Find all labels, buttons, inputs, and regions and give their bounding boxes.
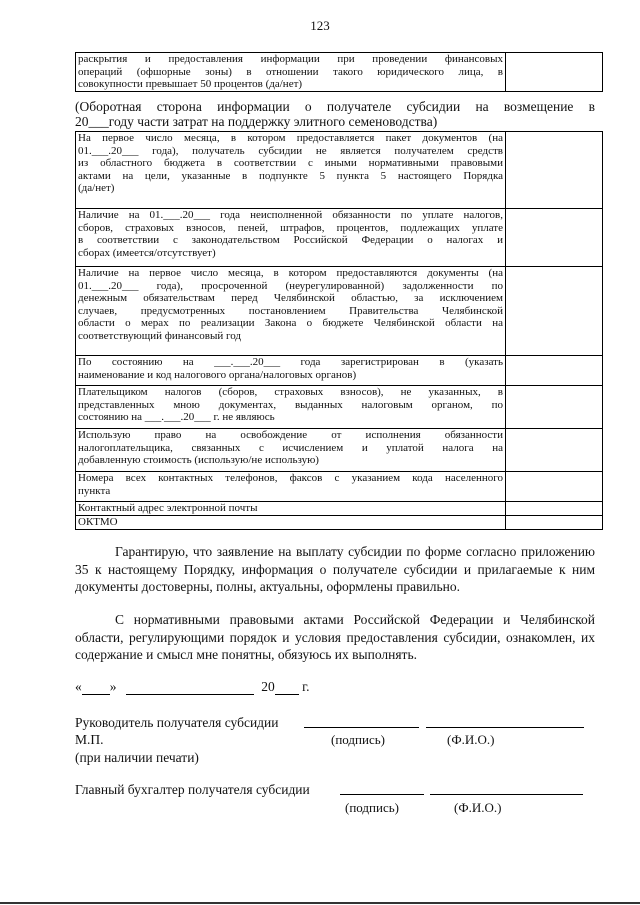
accountant-signature-blank[interactable] xyxy=(340,780,424,795)
value-cell[interactable] xyxy=(506,516,603,530)
day-blank[interactable] xyxy=(82,680,110,695)
head-signature-label: Руководитель получателя субсидии xyxy=(75,715,279,730)
table-row: По состоянию на ___.___.20___ года зарегистрирован в (указать наименование и код налогового органа/налоговых органов) xyxy=(76,356,603,386)
head-signature-caption: (подпись) xyxy=(331,732,385,747)
value-cell[interactable] xyxy=(506,209,603,267)
table-row: На первое число месяца, в котором предоставляется пакет документов (на 01.___.20___ года), получатель субсидии не является получателем средств из областного бюджета в соответствии с иными нормативными правовыми актами на цели, указанные в подпункте 5 пункта 5 настоящего Порядка (да/нет) xyxy=(76,132,603,209)
value-cell[interactable] xyxy=(506,53,603,92)
guarantee-paragraph: Гарантирую, что заявление на выплату субсидии по форме согласно приложению 35 к настоящему Порядку, информация о получателе субсидии и прилагаемые к ним документы достоверны, полны, актуальны, оформлены правильно. xyxy=(75,544,595,594)
value-cell[interactable] xyxy=(506,429,603,472)
value-cell[interactable] xyxy=(506,132,603,209)
head-fio-blank[interactable] xyxy=(426,713,584,728)
accountant-signature-label: Главный бухгалтер получателя субсидии xyxy=(75,782,310,797)
acknowledgement-paragraph: С нормативными правовыми актами Российской Федерации и Челябинской области, регулирующими порядок и условия предоставления субсидии, ознакомлен, их содержание и смысл мне понятны, обязуюсь их выполнять. xyxy=(75,612,595,662)
value-cell[interactable] xyxy=(506,472,603,502)
table-row: Плательщиком налогов (сборов, страховых взносов), не указанных, в представленных мною документах, выданных налоговым органом, по состоянию на ___.___.20___ г. не являюсь xyxy=(76,386,603,429)
top-table xyxy=(75,52,603,92)
table-row: Наличие на 01.___.20___ года неисполненной обязанности по уплате налогов, сборов, страховых взносов, пеней, штрафов, процентов, подлежащих уплате в соответствии с законодательством Российской Федерации о налогах и сборах (имеется/отсутствует) xyxy=(76,209,603,267)
table-row xyxy=(76,53,603,92)
table-row: Номера всех контактных телефонов, факсов с указанием кода населенного пункта xyxy=(76,472,603,502)
head-signature-blank[interactable] xyxy=(304,713,419,728)
page-number: 123 xyxy=(310,18,330,33)
year-blank[interactable] xyxy=(275,680,299,695)
section-heading: (Оборотная сторона информации о получателе субсидии на возмещение в 20___году части затрат на поддержку элитного семеноводства) xyxy=(75,99,595,129)
accountant-fio-blank[interactable] xyxy=(430,780,583,795)
value-cell[interactable] xyxy=(506,356,603,386)
table-row: Наличие на первое число месяца, в котором предоставляются документы (на 01.___.20___ года), просроченной (неурегулированной) задолженности по денежным обязательствам перед Челябинской областью, за исключением случаев, предусмотренных постановлением Правительства Челябинской области о мерах по реализации Закона о бюджете Челябинской области на соответствующий финансовый год xyxy=(76,267,603,356)
stamp-label: М.П. xyxy=(75,732,104,747)
accountant-signature-caption: (подпись) xyxy=(345,800,399,815)
date-line: « » 20 г. xyxy=(75,679,310,694)
info-table xyxy=(75,131,603,530)
month-blank[interactable] xyxy=(126,680,254,695)
table-row: ОКТМО xyxy=(76,516,603,530)
stamp-note: (при наличии печати) xyxy=(75,750,199,765)
accountant-fio-caption: (Ф.И.О.) xyxy=(454,800,502,815)
table-row: Использую право на освобождение от исполнения обязанности налогоплательщика, связанных с исчислением и уплатой налога на добавленную стоимость (использую/не использую) xyxy=(76,429,603,472)
table-row: Контактный адрес электронной почты xyxy=(76,502,603,516)
value-cell[interactable] xyxy=(506,502,603,516)
head-fio-caption: (Ф.И.О.) xyxy=(447,732,495,747)
table-cell: раскрытия и предоставления информации при проведении финансовых операций (офшорные зоны) в отношении такого юридического лица, в совокупности превышает 50 процентов (да/нет) xyxy=(76,53,506,92)
page-edge xyxy=(0,902,640,904)
value-cell[interactable] xyxy=(506,386,603,429)
value-cell[interactable] xyxy=(506,267,603,356)
